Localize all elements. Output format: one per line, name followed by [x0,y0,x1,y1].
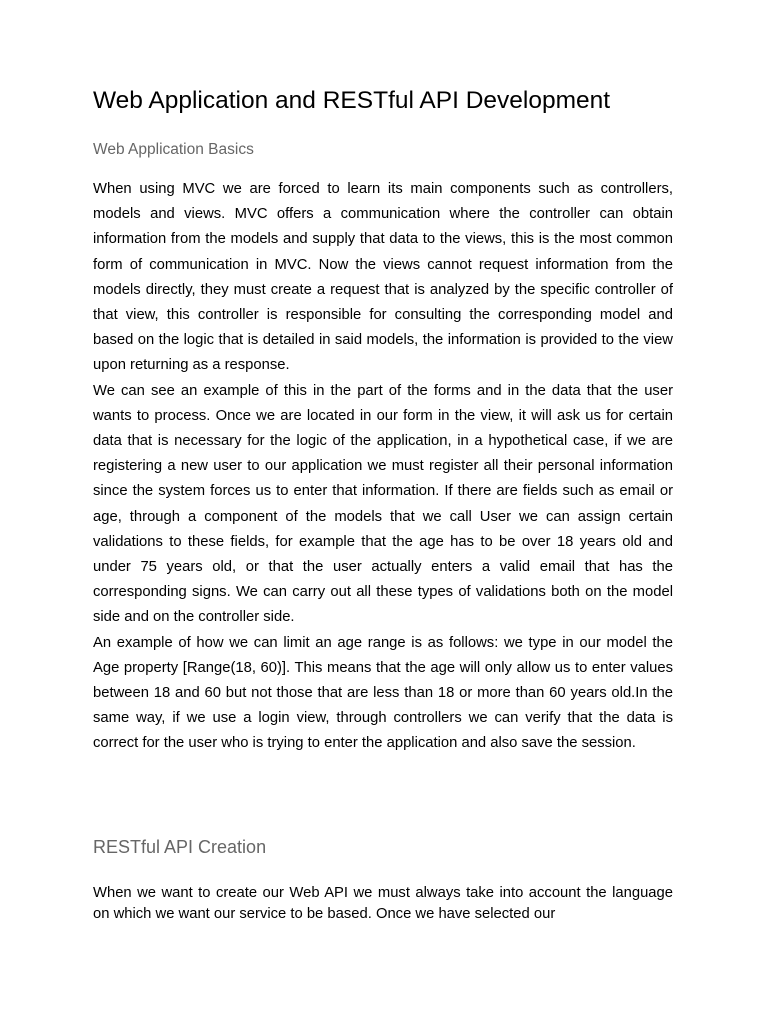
document-title: Web Application and RESTful API Development [93,87,611,114]
paragraph: When using MVC we are forced to learn its main components such as controllers, models and views. MVC offers a communication where the controller can obtain information from the models and supply that data to the views, this is the most common form of communication in MVC. Now the views cannot request information from the models directly, they must create a request that is analyzed by the specific controller of that view, this controller is responsible for consulting the corresponding model and based on the logic that is detailed in said models, the information is provided to the view upon returning as a response. [93,181,673,374]
section-body-restful-api-creation [93,883,673,924]
section-body-web-application-basics [93,177,673,757]
section-heading-web-application-basics: Web Application Basics [93,141,254,158]
paragraph: When we want to create our Web API we must always take into account the language on which we want our service to be based. Once we have selected our [93,885,673,922]
paragraph: We can see an example of this in the part of the forms and in the data that the user wants to process. Once we are located in our form in the view, it will ask us for certain data that is necessary for the logic of the application, in a hypothetical case, if we are registering a new user to our application we must register all their personal information since the system forces us to enter that information. If there are fields such as email or age, through a component of the models that we call User we can assign certain validations to these fields, for example that the age has to be over 18 years old and under 75 years old, or that the user actually enters a valid email that has the corresponding signs. We can carry out all these types of validations both on the model side and on the controller side. [93,382,673,626]
paragraph: An example of how we can limit an age range is as follows: we type in our model the Age property [Range(18, 60)]. This means that the age will only allow us to enter values between 18 and 60 but not those that are less than 18 or more than 60 years old.In the same way, if we use a login view, through controllers we can verify that the data is correct for the user who is trying to enter the application and also save the session. [93,634,673,752]
section-heading-restful-api-creation: RESTful API Creation [93,837,267,857]
